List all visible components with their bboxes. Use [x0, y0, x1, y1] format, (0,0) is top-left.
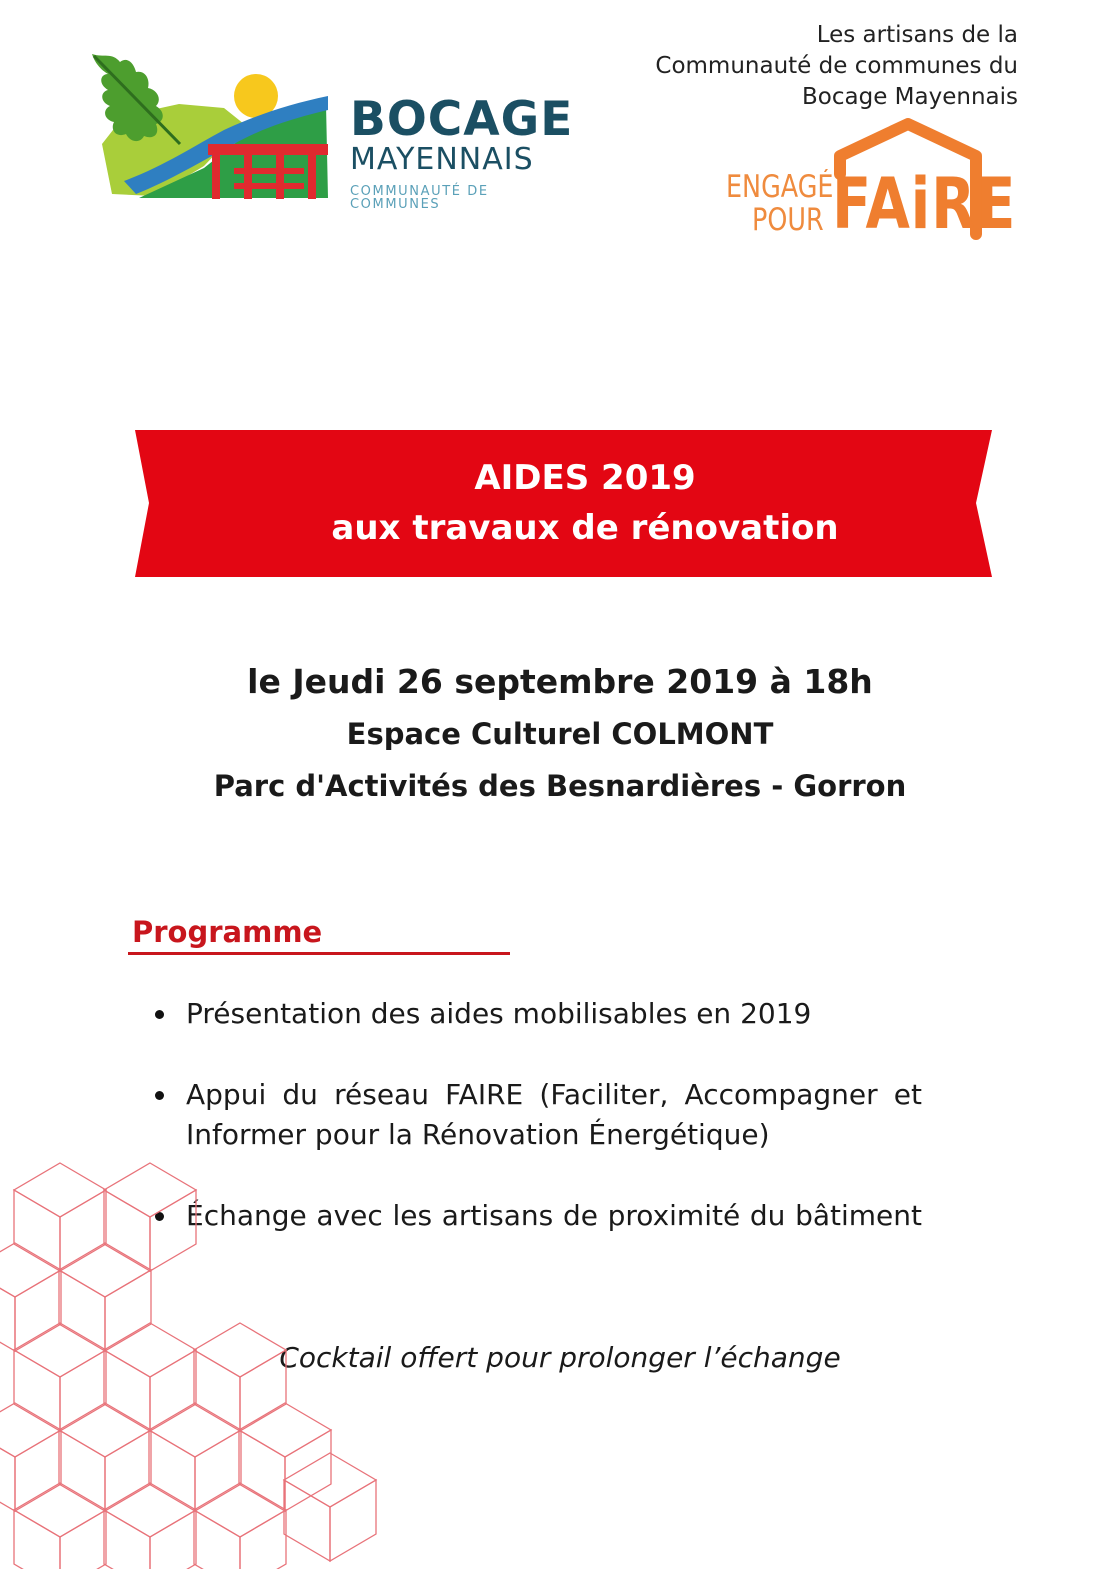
cube-face: [104, 1163, 196, 1217]
cube-face: [104, 1190, 150, 1271]
bocage-landscape-icon: [84, 46, 334, 211]
event-date: le Jeudi 26 septembre 2019 à 18h: [247, 662, 873, 701]
cube-face: [59, 1270, 105, 1351]
cube-face: [105, 1430, 151, 1511]
cube-face: [14, 1163, 106, 1217]
cube-face: [194, 1510, 240, 1569]
cube-face: [105, 1270, 151, 1351]
programme-underline: [128, 952, 510, 955]
faire-text: FAiRE: [832, 163, 1017, 245]
programme-item-text: Échange avec les artisans de proximité du bâtiment: [186, 1199, 922, 1232]
cube-face: [59, 1403, 151, 1457]
cube-face: [150, 1190, 196, 1271]
banner-title: [135, 453, 1035, 553]
engage-pour-faire-logo: [722, 116, 1017, 246]
event-address: Parc d'Activités des Besnardières - Gorron: [213, 769, 907, 803]
cube-face: [240, 1350, 286, 1431]
cube-face: [59, 1243, 151, 1297]
cube-face: [0, 1270, 15, 1351]
cube-face: [239, 1430, 285, 1511]
engage-text: ENGAGÉ: [726, 169, 834, 205]
cube-face: [59, 1430, 105, 1511]
cube-face: [60, 1350, 106, 1431]
cube-face: [104, 1350, 150, 1431]
artisans-line: Les artisans de la: [816, 22, 1018, 48]
bocage-tagline: COMMUNAUTÉ DE COMMUNES: [350, 184, 489, 212]
cube-face: [60, 1190, 106, 1271]
cube-face: [0, 1403, 61, 1457]
artisans-line: Bocage Mayennais: [802, 84, 1018, 110]
programme-item: Présentation des aides mobilisables en 2019: [186, 994, 922, 1034]
cube-face: [284, 1480, 330, 1561]
artisans-line: Communauté de communes du: [655, 53, 1018, 79]
cube-face: [104, 1510, 150, 1569]
banner-line-2: aux travaux de rénovation: [331, 508, 839, 548]
cube-face: [284, 1453, 376, 1507]
bocage-title: BOCAGE: [350, 92, 574, 147]
closing-note: Cocktail offert pour prolonger l’échange: [279, 1341, 841, 1374]
cube-face: [150, 1510, 196, 1569]
cube-face: [14, 1350, 60, 1431]
cube-face: [149, 1403, 241, 1457]
cube-face: [14, 1510, 60, 1569]
programme-item: Appui du réseau FAIRE (Faciliter, Accompagner et Informer pour la Rénovation Énergétique): [186, 1075, 922, 1155]
banner-line-1: AIDES 2019: [474, 458, 696, 498]
cube-face: [194, 1483, 286, 1537]
cube-face: [239, 1403, 331, 1457]
programme-heading: Programme: [132, 915, 323, 949]
cube-face: [285, 1430, 331, 1511]
cube-face: [240, 1510, 286, 1569]
cube-face: [0, 1430, 15, 1511]
cube-face: [0, 1243, 61, 1297]
cube-face: [60, 1510, 106, 1569]
pour-text: POUR: [752, 202, 824, 238]
cube-face: [14, 1190, 60, 1271]
bocage-subtitle: MAYENNAIS: [350, 142, 534, 177]
bocage-mayennais-logo: [84, 46, 584, 211]
cube-face: [14, 1323, 106, 1377]
cube-face: [104, 1323, 196, 1377]
cube-face: [15, 1430, 61, 1511]
cube-face: [330, 1480, 376, 1561]
cube-face: [149, 1430, 195, 1511]
event-details: [0, 658, 1100, 812]
cube-face: [104, 1483, 196, 1537]
title-banner: [135, 430, 992, 577]
cube-face: [195, 1430, 241, 1511]
cube-pattern-decoration: [0, 1150, 400, 1569]
artisans-header: [588, 20, 1018, 113]
cube-face: [15, 1270, 61, 1351]
cube-face: [194, 1350, 240, 1431]
event-venue: Espace Culturel COLMONT: [346, 717, 774, 751]
cube-face: [150, 1350, 196, 1431]
cube-face: [194, 1323, 286, 1377]
cube-face: [14, 1483, 106, 1537]
